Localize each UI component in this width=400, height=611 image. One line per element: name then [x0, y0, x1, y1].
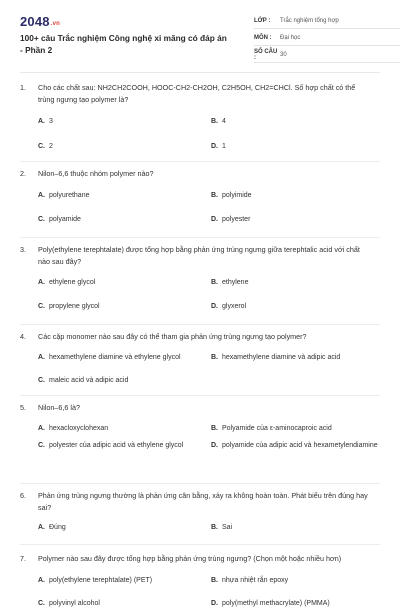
option-b[interactable] [211, 423, 384, 434]
question-list [20, 80, 380, 611]
option-b[interactable] [211, 522, 384, 533]
meta-key: LỚP : [254, 18, 271, 24]
question-7 [20, 545, 380, 611]
question-number: 5. [20, 403, 26, 412]
option-d[interactable] [211, 214, 384, 225]
option-text: poly(methyl methacrylate) (PMMA) [222, 600, 330, 607]
option-d[interactable] [211, 141, 384, 152]
option-letter: B. [211, 425, 218, 432]
option-a[interactable] [38, 352, 211, 363]
option-list [38, 352, 380, 386]
question-text: Phản ứng trùng ngưng thường là phản ứng cân bằng, xảy ra không hoàn toàn. Phát biểu trên đúng hay sai? [38, 491, 368, 512]
option-text: polyamide của adipic acid và hexametylendiamine [222, 442, 378, 449]
option-letter: C. [38, 377, 45, 384]
option-b[interactable] [211, 116, 384, 127]
option-letter: C. [38, 143, 45, 150]
question-number: 6. [20, 491, 26, 500]
meta-value: Đại học [280, 35, 301, 41]
option-text: polyester [222, 216, 251, 223]
meta-key: SỐ CÂU : [254, 49, 278, 61]
option-letter: C. [38, 216, 45, 223]
option-text: poly(ethylene terephtalate) (PET) [49, 577, 153, 584]
page-header [20, 14, 380, 64]
question-6 [20, 484, 380, 544]
option-list [38, 423, 380, 451]
question-text: Nilon–6,6 thuộc nhóm polymer nào? [38, 169, 154, 178]
option-c[interactable] [38, 214, 211, 225]
question-number: 3. [20, 245, 26, 254]
option-text: hexamethylene diamine và adipic acid [222, 354, 341, 361]
option-c[interactable] [38, 375, 211, 386]
option-b[interactable] [211, 575, 384, 586]
logo-text: 2048 [20, 14, 50, 29]
option-a[interactable] [38, 575, 211, 586]
question-text: Các cặp monomer nào sau đây có thể tham gia phản ứng trùng ngưng tạo polymer? [38, 332, 307, 341]
option-letter: A. [38, 279, 45, 286]
question-number: 1. [20, 83, 26, 92]
option-d[interactable] [211, 440, 384, 451]
meta-value: Trắc nghiệm tổng hợp [280, 18, 339, 24]
question-number: 4. [20, 332, 26, 341]
option-text: Polyamide của ε-aminocaproic acid [222, 425, 332, 432]
option-a[interactable] [38, 116, 211, 127]
option-a[interactable] [38, 190, 211, 201]
option-text: polyvinyl alcohol [49, 600, 100, 607]
option-letter: B. [211, 577, 218, 584]
meta-row-subject [254, 31, 400, 46]
option-text: ethylene glycol [49, 279, 96, 286]
option-text: hexamethylene diamine và ethylene glycol [49, 354, 181, 361]
option-letter: B. [211, 524, 218, 531]
option-list [38, 116, 380, 152]
option-text: 4 [222, 118, 226, 125]
option-text: hexacloxyclohexan [49, 425, 109, 432]
question-number: 2. [20, 169, 26, 178]
option-text: polyurethane [49, 192, 90, 199]
option-c[interactable] [38, 141, 211, 152]
option-text: maleic acid và adipic acid [49, 377, 129, 384]
option-letter: B. [211, 192, 218, 199]
option-letter: C. [38, 600, 45, 607]
meta-key: MÔN : [254, 35, 272, 41]
option-text: 2 [49, 143, 53, 150]
option-list [38, 190, 380, 225]
option-letter: C. [38, 442, 45, 449]
logo-suffix: .vn [50, 21, 61, 27]
option-text: polyimide [222, 192, 252, 199]
option-list [38, 575, 380, 609]
question-text: Polymer nào sau đây được tổng hợp bằng phản ứng trùng ngưng? (Chọn một hoặc nhiều hơn) [38, 554, 342, 563]
option-a[interactable] [38, 277, 211, 288]
option-b[interactable] [211, 277, 384, 288]
option-c[interactable] [38, 440, 211, 451]
option-list [38, 522, 380, 533]
page-title: 100+ câu Trắc nghiệm Công nghệ xi măng có đáp án - Phần 2 [20, 33, 227, 55]
option-text: 1 [222, 143, 226, 150]
option-text: Đúng [49, 524, 66, 531]
option-letter: D. [211, 216, 218, 223]
question-5 [20, 396, 380, 483]
option-text: glyxerol [222, 303, 247, 310]
option-text: ethylene [222, 279, 249, 286]
option-letter: D. [211, 600, 218, 607]
option-a[interactable] [38, 522, 211, 533]
header-divider [20, 72, 380, 73]
option-letter: A. [38, 577, 45, 584]
option-letter: A. [38, 192, 45, 199]
question-number: 7. [20, 554, 26, 563]
option-letter: D. [211, 442, 218, 449]
option-letter: D. [211, 303, 218, 310]
meta-value: 30 [280, 52, 287, 58]
option-letter: A. [38, 354, 45, 361]
site-logo[interactable] [20, 14, 60, 29]
option-d[interactable] [211, 301, 384, 312]
option-letter: A. [38, 524, 45, 531]
option-text: nhựa nhiệt rắn epoxy [222, 577, 289, 584]
question-3 [20, 238, 380, 324]
question-2 [20, 162, 380, 237]
meta-row-class [254, 14, 400, 29]
option-text: 3 [49, 118, 53, 125]
question-text: Poly(ethylene terephtalate) được tổng hợp bằng phản ứng trùng ngưng giữa terephtalic acid với chất nào sau đây? [38, 245, 360, 266]
option-list [38, 277, 380, 312]
option-b[interactable] [211, 352, 384, 363]
option-text: polyester của adipic acid và ethylene glycol [49, 442, 184, 449]
question-4 [20, 325, 380, 395]
meta-info [254, 14, 400, 65]
option-letter: A. [38, 425, 45, 432]
question-text: Nilon–6,6 là? [38, 403, 80, 412]
option-letter: B. [211, 118, 218, 125]
question-1 [20, 80, 380, 161]
option-letter: B. [211, 279, 218, 286]
meta-row-count [254, 48, 400, 63]
option-text: propylene glycol [49, 303, 100, 310]
option-text: Sai [222, 524, 233, 531]
option-a[interactable] [38, 423, 211, 434]
option-letter: A. [38, 118, 45, 125]
option-letter: B. [211, 354, 218, 361]
option-b[interactable] [211, 190, 384, 201]
option-letter: C. [38, 303, 45, 310]
question-text: Cho các chất sau: NH2CH2COOH, HOOC-CH2-CH2OH, C2H5OH, CH2=CHCl. Số hợp chất có thể trùng ngưng tạo polymer là? [38, 83, 356, 104]
option-c[interactable] [38, 301, 211, 312]
option-text: polyamide [49, 216, 81, 223]
option-letter: D. [211, 143, 218, 150]
